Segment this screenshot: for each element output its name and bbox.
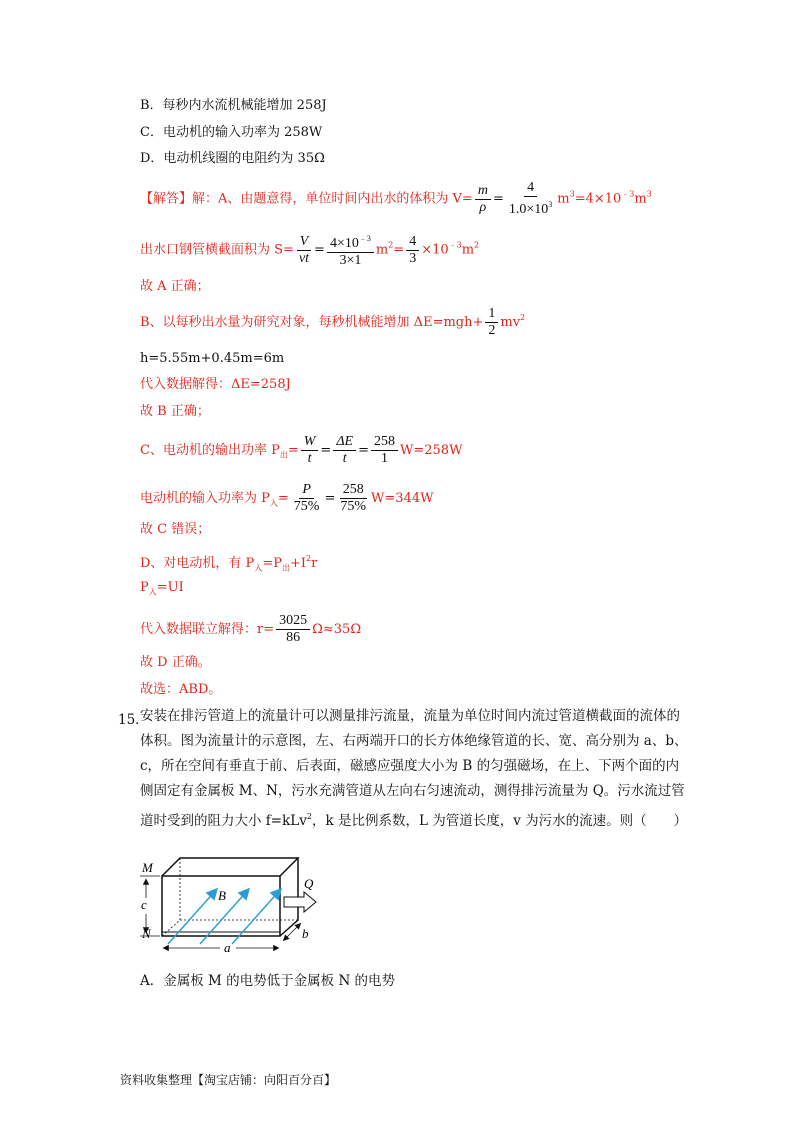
option-c: C．电动机的输入功率为 258W — [140, 125, 323, 140]
solution-line-3: 故 A 正确； — [140, 279, 210, 294]
label-q: Q — [304, 876, 314, 891]
flow-arrow — [284, 892, 316, 912]
box-top — [162, 858, 298, 876]
solution-line-12: $P_入=UI$ — [140, 580, 184, 597]
solution-line-13: 代入数据联立解得：r= $\frac{3025}{86}$ Ω≈35Ω — [140, 613, 362, 645]
solution-line-14: 故 D 正确。 — [140, 655, 211, 670]
solution-line-1: 【解答】解：A、由题意得，单位时间内出水的体积为 V= $\frac{m}{\rho}$ = $\frac{4}{1.0\times 10^3}$ $m^3=4\times 10^{﹣3}m^3$ — [140, 180, 652, 217]
solution-line-15: 故选：ABD。 — [140, 682, 222, 697]
label-m: M — [142, 860, 153, 875]
question-number: 15． — [118, 712, 149, 728]
solution-line-11: D、对电动机，有 $P_入=P_出+I^2r$ — [140, 554, 318, 573]
solution-line-2: 出水口钢管横截面积为 S= $\frac{V}{vt}$ = $\frac{4\times 10^{﹣3}}{3\times 1}$ $m^2=$ $\frac{4}{3}$ $\times 10^{﹣3}m^2$ — [140, 231, 479, 269]
question-15-text: 安装在排污管道上的流量计可以测量排污流量，流量为单位时间内流过管道横截面的流体的体积。图为流量计的示意图，左、右两端开口的长方体绝缘管道的长、宽、高分别为 a、b、c，所在空间有垂直于前、后表面，磁感应强度大小为 B 的匀强磁场，在上、下两个面的内侧固定有金属板 M、N，污水充满管道从左向右匀速流动，测得排污流量为 Q。污水流过管道时受到的阻力大小 f=kLv$^2$，k 是比例系数，L 为管道长度，v 为污水的流速。则（ ） — [140, 708, 688, 829]
option-d: D．电动机线圈的电阻约为 35Ω — [140, 151, 325, 166]
label-b: b — [302, 926, 309, 941]
label-b-field: B — [218, 888, 226, 903]
solution-line-6: 代入数据解得：ΔE=258J — [140, 377, 291, 392]
footer-text: 资料收集整理【淘宝店铺：向阳百分百】 — [120, 1073, 337, 1087]
label-c: c — [141, 897, 147, 912]
solution-line-10: 故 C 错误； — [140, 522, 211, 537]
option-b: B．每秒内水流机械能增加 258J — [140, 98, 327, 113]
solution-line-4: B、以每秒出水量为研究对象，每秒机械能增加 ΔE=mgh+ $\frac{1}{2}$ $mv^2$ — [140, 306, 526, 338]
answer-tag: 【解答】 — [140, 191, 193, 207]
solution-line-5: h=5.55m+0.45m=6m — [140, 351, 285, 366]
solution-line-8: C、电动机的输出功率 $P_出=$ $\frac{W}{t}$ = $\frac{\Delta E}{t}$ = $\frac{258}{1}$ W=258W — [140, 434, 463, 466]
flowmeter-figure — [138, 854, 338, 954]
label-a: a — [224, 940, 231, 954]
solution-line-7: 故 B 正确； — [140, 404, 210, 419]
option-a-q15: A．金属板 M 的电势低于金属板 N 的电势 — [140, 973, 396, 989]
solution-line-9: 电动机的输入功率为 $P_入=$ $\frac{P}{75\%}$ = $\frac{258}{75\%}$ W=344W — [140, 482, 434, 514]
label-n: N — [142, 926, 151, 941]
